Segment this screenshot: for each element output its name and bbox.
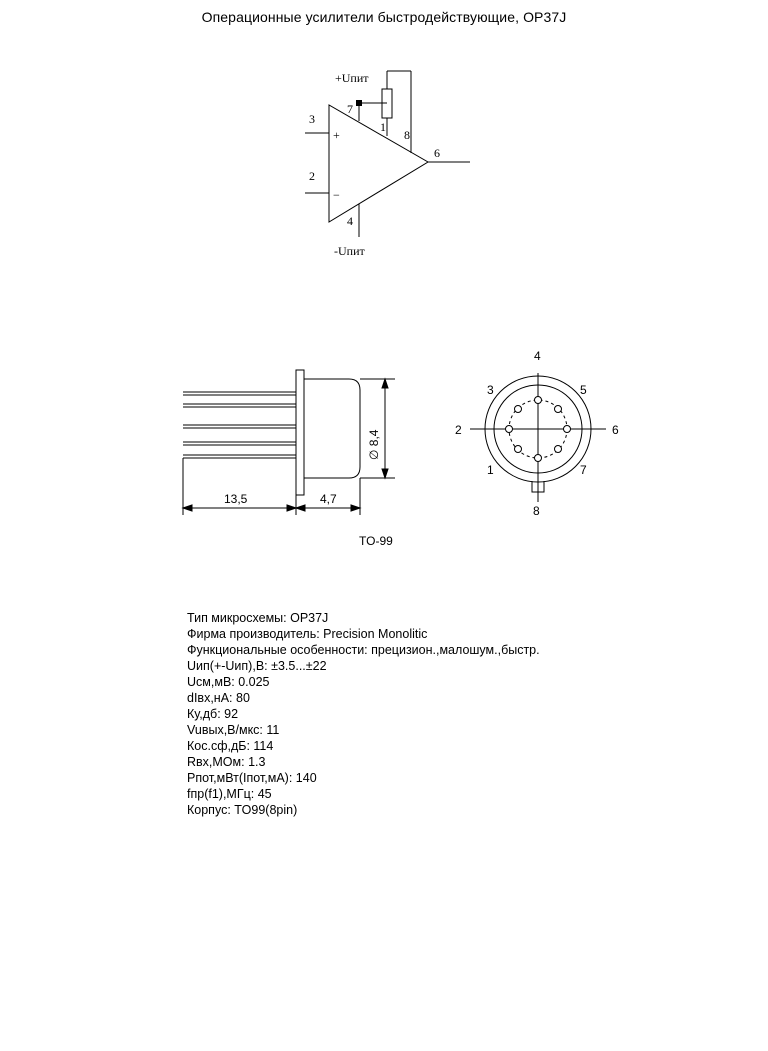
spec-label: dIвх,нА: [187,691,233,705]
package-body [304,379,360,478]
spec-value: Precision Monolitic [319,627,428,641]
spec-row [187,754,540,770]
spec-value: 11 [262,723,280,737]
spec-label: Ку,дб: [187,707,221,721]
spec-value: 140 [292,771,317,785]
spec-value: 114 [249,739,274,753]
spec-row [187,626,540,642]
spec-label: Тип микросхемы: [187,611,287,625]
spec-row [187,658,540,674]
side-view-labels [224,429,393,548]
top-pin-3-label: 3 [487,383,494,397]
spec-label: Функциональные особенности: [187,643,368,657]
spec-value: 92 [220,707,239,721]
pin-7-label: 7 [347,102,353,116]
top-pin-5-label: 5 [580,383,587,397]
spec-row [187,722,540,738]
supply-pos-label: +Uпит [335,71,369,85]
minus-input-sign: − [333,188,340,202]
spec-value: ±3.5...±22 [267,659,327,673]
top-pin-1-label: 1 [487,463,494,477]
spec-value: 45 [254,787,272,801]
top-pin-4-label: 4 [534,349,541,363]
spec-value: TO99(8pin) [230,803,298,817]
package-side-view [183,370,395,515]
spec-label: Рпот,мВт(Iпот,мА): [187,771,293,785]
diameter-arrow-top [382,379,388,388]
spec-row [187,786,540,802]
spec-list [187,610,540,818]
package-name-label: TO-99 [359,534,393,548]
opamp-schematic [305,71,470,237]
spec-row [187,802,540,818]
spec-row [187,610,540,626]
dim-arrow-4 [351,505,360,511]
top-pin-7-label: 7 [580,463,587,477]
spec-label: Фирма производитель: [187,627,320,641]
spec-row [187,770,540,786]
spec-value: OP37J [286,611,329,625]
pin-3-label: 3 [309,112,315,126]
dim-length-label: 13,5 [224,492,248,506]
spec-label: Корпус: [187,803,231,817]
opamp-triangle [329,105,428,222]
page-title: Операционные усилители быстродействующие, OP37J [201,9,567,25]
spec-value: прецизион.,малошум.,быстр. [367,643,540,657]
spec-value: 1.3 [244,755,266,769]
spec-label: Uип(+-Uип),В: [187,659,268,673]
spec-row [187,674,540,690]
top-pin-6-label: 6 [612,423,619,437]
spec-row [187,690,540,706]
spec-label: Vuвых,В/мкс: [187,723,263,737]
supply-neg-label: -Uпит [334,244,365,258]
plus-input-sign: + [333,128,340,142]
dim-arrow-1 [183,505,192,511]
pin-4-label: 4 [347,214,353,228]
top-pin-2-label: 2 [455,423,462,437]
spec-row [187,706,540,722]
pin-1-label: 1 [380,120,386,134]
package-flange [296,370,304,495]
spec-label: fпр(f1),МГц: [187,787,255,801]
top-pin-8-label: 8 [533,504,540,518]
dim-arrow-3 [296,505,305,511]
pin-8-label: 8 [404,128,410,142]
spec-row [187,642,540,658]
package-leads [183,392,296,458]
spec-label: Кос.сф,дБ: [187,739,250,753]
spec-label: Uсм,мВ: [187,675,235,689]
dim-diameter-label: ∅ 8,4 [367,429,381,460]
dim-body-label: 4,7 [320,492,337,506]
diameter-arrow-bottom [382,469,388,478]
pin-6-label: 6 [434,146,440,160]
spec-value: 80 [232,691,250,705]
pin-2-label: 2 [309,169,315,183]
spec-row [187,738,540,754]
spec-label: Rвх,МОм: [187,755,245,769]
top-view-labels [455,349,619,518]
supply-junction-dot [356,100,362,106]
spec-value: 0.025 [234,675,270,689]
